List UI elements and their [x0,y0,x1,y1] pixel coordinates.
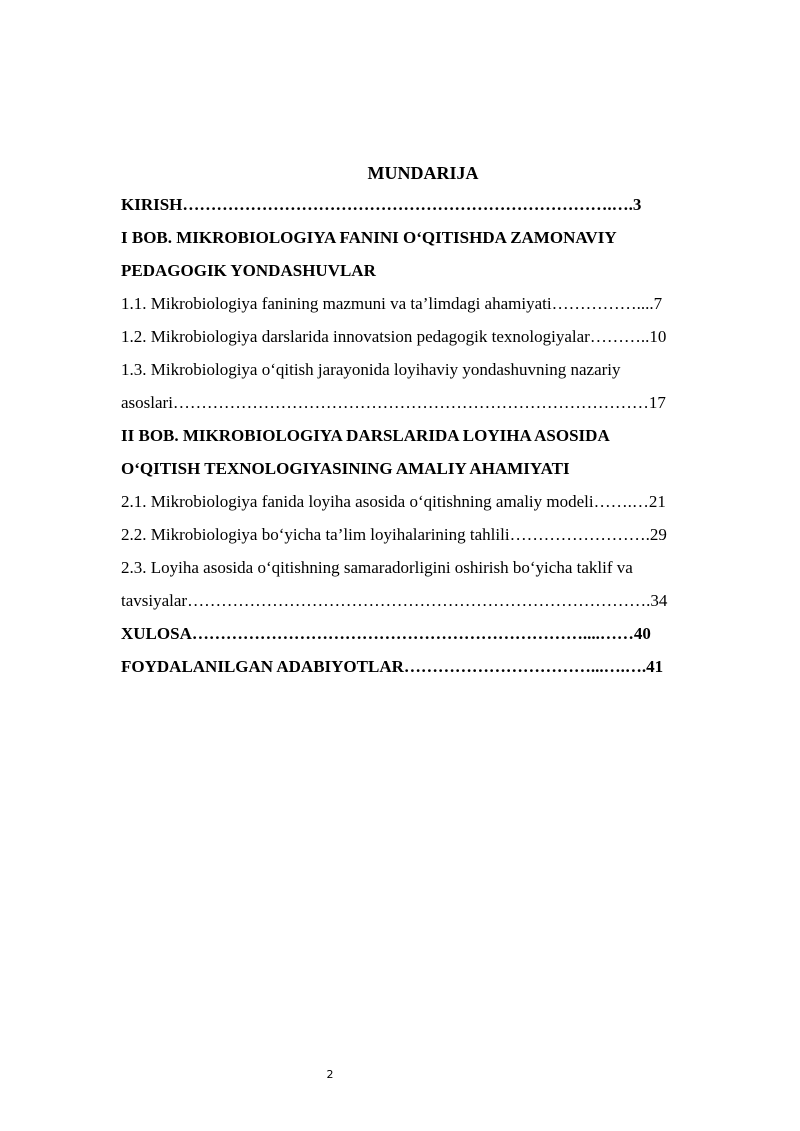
toc-line: KIRISH………………………………………………………………….….3 [121,195,642,214]
toc-line: XULOSA……………………………………………………………....……40 [121,624,651,643]
toc-line: FOYDALANILGAN ADABIYOTLAR……………………………...….….41 [121,657,664,676]
toc-line: PEDAGOGIK YONDASHUVLAR [121,261,376,280]
toc-line: 1.2. Mikrobiologiya darslarida innovatsion pedagogik texnologiyalar………..10 [121,327,667,346]
toc-line: I BOB. MIKROBIOLOGIYA FANINI O‘QITISHDA ZAMONAVIY [121,228,617,247]
toc-line: asoslari…………………………………………………………………………17 [121,393,666,412]
toc-line: 1.1. Mikrobiologiya fanining mazmuni va ta’limdagi ahamiyati……………....7 [121,294,663,313]
toc-line: 2.3. Loyiha asosida o‘qitishning samaradorligini oshirish bo‘yicha taklif va [121,558,633,577]
table-of-contents [121,194,725,689]
toc-line: 2.2. Mikrobiologiya bo‘yicha ta’lim loyihalarining tahlili…………………….29 [121,525,667,544]
page-number: 2 [326,1068,334,1081]
toc-line: tavsiyalar……………………………………………………………………….34 [121,591,668,610]
toc-line: II BOB. MIKROBIOLOGIYA DARSLARIDA LOYIHA ASOSIDA [121,426,610,445]
toc-line: 2.1. Mikrobiologiya fanida loyiha asosida o‘qitishning amaliy modeli…….…21 [121,492,666,511]
toc-line: 1.3. Mikrobiologiya o‘qitish jarayonida loyihaviy yondashuvning nazariy [121,360,621,379]
toc-line: O‘QITISH TEXNOLOGIYASINING AMALIY AHAMIYATI [121,459,570,478]
toc-title: MUNDARIJA [367,163,479,183]
